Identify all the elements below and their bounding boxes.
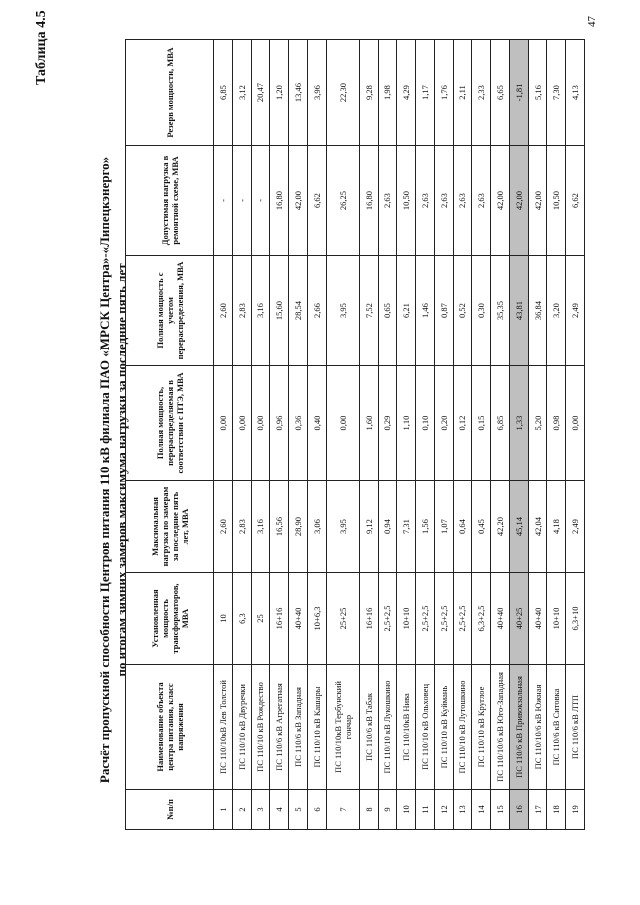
- object-name-cell: ПС 110/6 кВ Ситовка: [547, 665, 566, 790]
- table-cell: 0,15: [472, 366, 491, 481]
- table-cell: 1,60: [359, 366, 378, 481]
- header-cell: Максимальная нагрузка по замерам за последние пять лет, МВА: [126, 481, 214, 573]
- table-cell: 10: [397, 790, 416, 830]
- table-cell: 1,20: [270, 40, 289, 146]
- table-cell: 25+25: [326, 573, 359, 665]
- table-cell: 0,12: [453, 366, 472, 481]
- table-cell: 42,04: [528, 481, 547, 573]
- table-label: Таблица 4.5: [34, 10, 49, 85]
- table-cell: 10,50: [397, 146, 416, 256]
- table-cell: 2,5+2,5: [378, 573, 397, 665]
- table-cell: 9,28: [359, 40, 378, 146]
- table-cell: 16,80: [270, 146, 289, 256]
- header-cell: Полная мощность с учетом перераспределения, МВА: [126, 256, 214, 366]
- table-row: [434, 40, 453, 830]
- table-row: [416, 40, 435, 830]
- object-name-cell: ПС 110/6 кВ Агрегатная: [270, 665, 289, 790]
- table-cell: 1,76: [434, 40, 453, 146]
- table-row: [307, 40, 326, 830]
- table-cell: 1,98: [378, 40, 397, 146]
- table-cell: 7,52: [359, 256, 378, 366]
- object-name-cell: ПС 110/10 кВ Рождество: [251, 665, 270, 790]
- table-cell: 3,16: [251, 481, 270, 573]
- header-cell: Установленная мощность трансформаторов, МВА: [126, 573, 214, 665]
- table-cell: 6: [307, 790, 326, 830]
- table-cell: 2,63: [378, 146, 397, 256]
- table-cell: 0,64: [453, 481, 472, 573]
- table-cell: 2,83: [232, 256, 251, 366]
- table-row: [270, 40, 289, 830]
- header-cell: Наименование объекта центра питания, класс напряжения: [126, 665, 214, 790]
- table-cell: 0,65: [378, 256, 397, 366]
- table-cell: 3,95: [326, 256, 359, 366]
- table-cell: 7,30: [547, 40, 566, 146]
- table-cell: 8: [359, 790, 378, 830]
- table-cell: 0,10: [416, 366, 435, 481]
- object-name-cell: ПС 110/10 кВ Ольховец: [416, 665, 435, 790]
- table-cell: 13: [453, 790, 472, 830]
- object-name-cell: ПС 110/10/6 кВ Юго-Западная: [491, 665, 510, 790]
- table-row: [491, 40, 510, 830]
- table-cell: 2,33: [472, 40, 491, 146]
- table-cell: 42,00: [491, 146, 510, 256]
- table-cell: 0,96: [270, 366, 289, 481]
- object-name-cell: ПС 110/6 кВ ЛТП: [566, 665, 585, 790]
- table-cell: 7,31: [397, 481, 416, 573]
- object-name-cell: ПС 110/6 кВ Западная: [289, 665, 308, 790]
- table-row: [214, 40, 233, 830]
- table-cell: 6,21: [397, 256, 416, 366]
- table-cell: 16,56: [270, 481, 289, 573]
- object-name-cell: ПС 110/10кВ Тербунский гончар: [326, 665, 359, 790]
- table-cell: 35,35: [491, 256, 510, 366]
- table-cell: 12: [434, 790, 453, 830]
- table-cell: 40+40: [289, 573, 308, 665]
- table-cell: 6,85: [491, 366, 510, 481]
- table-row: [472, 40, 491, 830]
- table-cell: 16+16: [270, 573, 289, 665]
- table-cell: 40+40: [491, 573, 510, 665]
- table-cell: 40+25: [509, 573, 528, 665]
- table-cell: 25: [251, 573, 270, 665]
- table-cell: 1,33: [509, 366, 528, 481]
- table-cell: 16+16: [359, 573, 378, 665]
- header-cell: Полная мощность, перераспределяемая в соответствии с ПТЭ, МВА: [126, 366, 214, 481]
- table-cell: 22,30: [326, 40, 359, 146]
- table-cell: 6,3+2,5: [472, 573, 491, 665]
- table-cell: 19: [566, 790, 585, 830]
- table-cell: 10+6,3: [307, 573, 326, 665]
- table-row: [232, 40, 251, 830]
- table-row: [566, 40, 585, 830]
- table-cell: 6,3+10: [566, 573, 585, 665]
- table-cell: 1,10: [397, 366, 416, 481]
- table-cell: 3,12: [232, 40, 251, 146]
- table-cell: 2,83: [232, 481, 251, 573]
- table-cell: 3,06: [307, 481, 326, 573]
- object-name-cell: ПС 110/10 кВ Круглое: [472, 665, 491, 790]
- object-name-cell: ПС 110/10 кВ Кашары: [307, 665, 326, 790]
- table-cell: 2,63: [434, 146, 453, 256]
- table-cell: 6,62: [307, 146, 326, 256]
- table-cell: 6,85: [214, 40, 233, 146]
- table-cell: 6,65: [491, 40, 510, 146]
- table-cell: 9: [378, 790, 397, 830]
- object-name-cell: ПС 110/10/6 кВ Южная: [528, 665, 547, 790]
- table-cell: 3,96: [307, 40, 326, 146]
- table-cell: 0,00: [214, 366, 233, 481]
- table-cell: 5,20: [528, 366, 547, 481]
- object-name-cell: ПС 110/6 кВ Привокзальная: [509, 665, 528, 790]
- object-name-cell: ПС 110/10кВ Лев Толстой: [214, 665, 233, 790]
- table-cell: 0,00: [232, 366, 251, 481]
- table-cell: 0,00: [326, 366, 359, 481]
- table-cell: 42,00: [289, 146, 308, 256]
- table-cell: 1,07: [434, 481, 453, 573]
- capacity-table: [125, 39, 585, 830]
- table-cell: 0,00: [251, 366, 270, 481]
- table-cell: 4,18: [547, 481, 566, 573]
- table-cell: 16,80: [359, 146, 378, 256]
- table-cell: 2: [232, 790, 251, 830]
- table-cell: 2,5+2,5: [416, 573, 435, 665]
- table-cell: 1,56: [416, 481, 435, 573]
- table-cell: 0,40: [307, 366, 326, 481]
- table-cell: 2,5+2,5: [453, 573, 472, 665]
- table-cell: 3,95: [326, 481, 359, 573]
- table-cell: 3,16: [251, 256, 270, 366]
- table-cell: 1: [214, 790, 233, 830]
- table-cell: 2,49: [566, 256, 585, 366]
- object-name-cell: ПС 110/10 кВ Лутошкино: [453, 665, 472, 790]
- table-cell: 2,63: [416, 146, 435, 256]
- table-cell: 15: [491, 790, 510, 830]
- table-cell: 36,84: [528, 256, 547, 366]
- page-number: 47: [586, 16, 598, 27]
- table-cell: 43,81: [509, 256, 528, 366]
- header-cell: Допустимая нагрузка в ремонтной схеме, МВА: [126, 146, 214, 256]
- table-cell: 42,00: [509, 146, 528, 256]
- table-cell: 7: [326, 790, 359, 830]
- table-cell: 2,63: [472, 146, 491, 256]
- table-cell: 1,17: [416, 40, 435, 146]
- table-cell: 40+40: [528, 573, 547, 665]
- table-cell: 42,00: [528, 146, 547, 256]
- table-row: [378, 40, 397, 830]
- table-cell: 2,63: [453, 146, 472, 256]
- table-cell: 2,49: [566, 481, 585, 573]
- table-cell: 6,62: [566, 146, 585, 256]
- table-cell: 13,46: [289, 40, 308, 146]
- table-cell: 20,47: [251, 40, 270, 146]
- table-cell: 18: [547, 790, 566, 830]
- table-cell: -: [251, 146, 270, 256]
- table-cell: 9,12: [359, 481, 378, 573]
- table-cell: 10+10: [547, 573, 566, 665]
- table-cell: 26,25: [326, 146, 359, 256]
- table-row: [547, 40, 566, 830]
- table-cell: 0,36: [289, 366, 308, 481]
- table-cell: 15,60: [270, 256, 289, 366]
- table-cell: 10+10: [397, 573, 416, 665]
- table-cell: 5: [289, 790, 308, 830]
- table-cell: 2,66: [307, 256, 326, 366]
- table-cell: -1,81: [509, 40, 528, 146]
- table-cell: 2,11: [453, 40, 472, 146]
- object-name-cell: ПС 110/6 кВ Табак: [359, 665, 378, 790]
- table-cell: 11: [416, 790, 435, 830]
- object-name-cell: ПС 110/10 кВ Лукошкино: [378, 665, 397, 790]
- table-header-row: [126, 40, 214, 830]
- table-cell: 1,46: [416, 256, 435, 366]
- table-cell: 45,14: [509, 481, 528, 573]
- table-cell: 10,50: [547, 146, 566, 256]
- header-cell: Резерв мощности, МВА: [126, 40, 214, 146]
- table-cell: 0,29: [378, 366, 397, 481]
- table-cell: 0,45: [472, 481, 491, 573]
- table-row: [251, 40, 270, 830]
- object-name-cell: ПС 110/10кВ Нива: [397, 665, 416, 790]
- table-row: [397, 40, 416, 830]
- table-row: [359, 40, 378, 830]
- table-cell: -: [214, 146, 233, 256]
- table-cell: -: [232, 146, 251, 256]
- table-cell: 0,87: [434, 256, 453, 366]
- table-cell: 5,16: [528, 40, 547, 146]
- table-cell: 4,29: [397, 40, 416, 146]
- table-cell: 4,13: [566, 40, 585, 146]
- table-cell: 10: [214, 573, 233, 665]
- table-cell: 0,52: [453, 256, 472, 366]
- table-cell: 2,60: [214, 481, 233, 573]
- table-row: [509, 40, 528, 830]
- table-cell: 4: [270, 790, 289, 830]
- table-row: [528, 40, 547, 830]
- table-cell: 6,3: [232, 573, 251, 665]
- header-cell: №п/п: [126, 790, 214, 830]
- table-cell: 0,00: [566, 366, 585, 481]
- table-cell: 0,94: [378, 481, 397, 573]
- table-cell: 14: [472, 790, 491, 830]
- object-name-cell: ПС 110/10 кВ Куймань: [434, 665, 453, 790]
- table-body: [214, 40, 585, 830]
- table-cell: 0,30: [472, 256, 491, 366]
- object-name-cell: ПС 110/10 кВ Двуречки: [232, 665, 251, 790]
- table-row: [326, 40, 359, 830]
- table-cell: 0,98: [547, 366, 566, 481]
- table-row: [289, 40, 308, 830]
- table-cell: 3: [251, 790, 270, 830]
- table-cell: 2,5+2,5: [434, 573, 453, 665]
- table-cell: 0,20: [434, 366, 453, 481]
- table-cell: 16: [509, 790, 528, 830]
- table-row: [453, 40, 472, 830]
- table-cell: 17: [528, 790, 547, 830]
- table-cell: 2,60: [214, 256, 233, 366]
- table-cell: 42,20: [491, 481, 510, 573]
- table-cell: 3,20: [547, 256, 566, 366]
- table-cell: 28,54: [289, 256, 308, 366]
- table-cell: 28,90: [289, 481, 308, 573]
- table-title: Расчёт пропускной способности Центров питания 110 кВ филиала ПАО «МРСК Центра»-«Липецкэнерго» по итогам зимних замеров максимума нагрузки за последние пять лет: [97, 156, 129, 784]
